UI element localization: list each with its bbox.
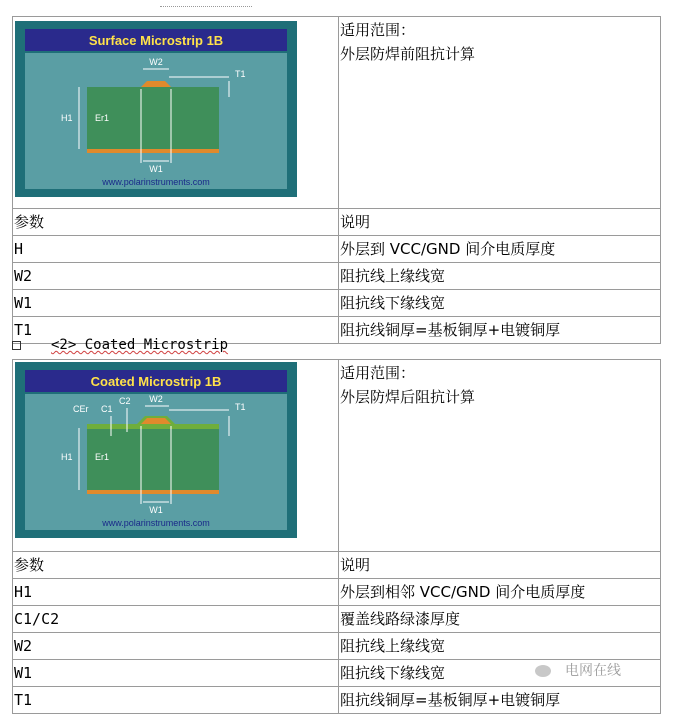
diagram-cell <box>13 17 339 209</box>
label-w2: W2 <box>149 57 163 67</box>
label-h1: H1 <box>61 113 73 123</box>
desc-cell: 阻抗线下缘线宽 <box>339 660 661 687</box>
table-row <box>13 687 661 714</box>
label-w1: W1 <box>149 505 163 515</box>
label-w1: W1 <box>149 164 163 174</box>
desc-cell: 阻抗线上缘线宽 <box>339 633 661 660</box>
label-t1: T1 <box>235 402 246 412</box>
table-row <box>13 290 661 317</box>
param-cell: W1 <box>13 290 339 317</box>
desc-cell: 外层到 VCC/GND 间介电质厚度 <box>339 236 661 263</box>
diagram-title: Coated Microstrip 1B <box>90 374 222 389</box>
table-header-row <box>13 552 661 579</box>
table-row <box>13 633 661 660</box>
diagram-title: Surface Microstrip 1B <box>88 33 224 48</box>
scope-cell <box>339 17 661 209</box>
param-cell: H <box>13 236 339 263</box>
section-heading-text: <2> Coated Microstrip <box>51 337 229 353</box>
desc-cell: 阻抗线铜厚=基板铜厚+电镀铜厚 <box>339 687 661 714</box>
table-row <box>13 236 661 263</box>
watermark-text: 电网在线 <box>565 663 621 679</box>
param-cell: C1/C2 <box>13 606 339 633</box>
ground-plane <box>87 149 219 153</box>
coated-microstrip-diagram <box>13 360 337 543</box>
diagram-cell <box>13 360 339 552</box>
label-cer: CEr <box>73 404 89 414</box>
section-heading <box>12 335 228 355</box>
desc-cell: 阻抗线下缘线宽 <box>339 290 661 317</box>
param-cell: W2 <box>13 633 339 660</box>
surface-microstrip-diagram <box>13 17 337 200</box>
table-row <box>13 263 661 290</box>
desc-cell: 外层到相邻 VCC/GND 间介电质厚度 <box>339 579 661 606</box>
ground-plane <box>87 490 219 494</box>
label-w2: W2 <box>149 394 163 404</box>
header-desc: 说明 <box>339 552 661 579</box>
param-cell: T1 <box>13 317 339 344</box>
header-desc: 说明 <box>339 209 661 236</box>
scope-title: 适用范围： <box>340 21 416 39</box>
param-cell: H1 <box>13 579 339 606</box>
param-cell: T1 <box>13 687 339 714</box>
table-row <box>13 579 661 606</box>
watermark <box>535 660 621 680</box>
param-cell: W1 <box>13 660 339 687</box>
coating-layer <box>87 424 219 429</box>
header-param: 参数 <box>13 552 339 579</box>
desc-cell: 覆盖线路绿漆厚度 <box>339 606 661 633</box>
label-t1: T1 <box>235 69 246 79</box>
desc-cell: 阻抗线上缘线宽 <box>339 263 661 290</box>
scope-desc: 外层防焊前阻抗计算 <box>340 45 476 63</box>
surface-microstrip-table <box>12 16 661 344</box>
label-er1: Er1 <box>95 452 110 462</box>
scope-desc: 外层防焊后阻抗计算 <box>340 388 476 406</box>
label-c2: C2 <box>119 396 131 406</box>
desc-cell: 阻抗线铜厚=基板铜厚+电镀铜厚 <box>339 317 661 344</box>
diagram-website: www.polarinstruments.com <box>102 177 210 187</box>
table-header-row <box>13 209 661 236</box>
table-row <box>13 606 661 633</box>
label-h1: H1 <box>61 452 73 462</box>
wechat-icon <box>535 665 551 677</box>
label-c1: C1 <box>101 404 113 414</box>
diagram-website: www.polarinstruments.com <box>102 518 210 528</box>
top-dotted-rule <box>160 6 252 7</box>
scope-title: 适用范围： <box>340 364 416 382</box>
header-param: 参数 <box>13 209 339 236</box>
param-cell: W2 <box>13 263 339 290</box>
label-er1: Er1 <box>95 113 110 123</box>
scope-cell <box>339 360 661 552</box>
bullet-icon <box>12 341 21 350</box>
